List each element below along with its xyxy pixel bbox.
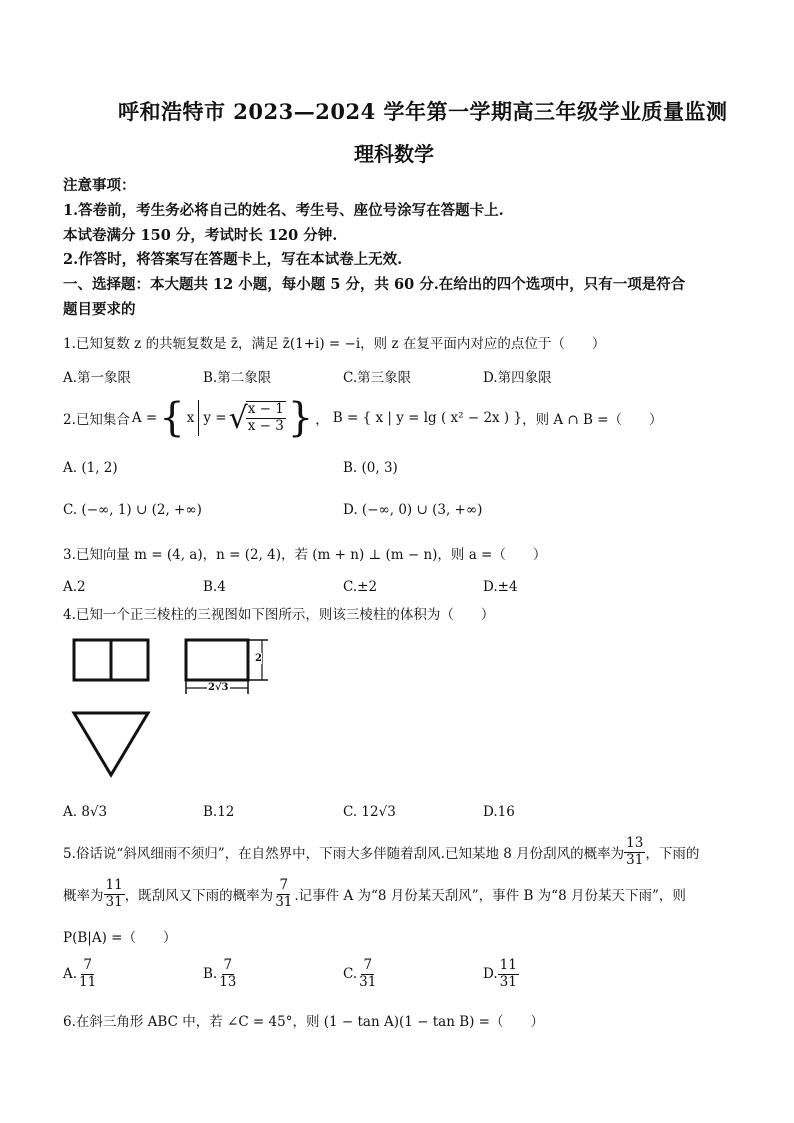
q3-option-c: C.±2: [343, 579, 378, 595]
q1-option-a: A.第一象限: [63, 370, 132, 386]
q5-option-d: [483, 958, 519, 990]
section-heading-line-1: 一、选择题：本大题共 12 小题，每小题 5 分，共 60 分.在给出的四个选项中，只有一项是符合: [63, 276, 686, 293]
front-view: [74, 640, 148, 680]
frac-num: 13: [626, 834, 644, 851]
top-view-triangle: [74, 713, 148, 775]
q2-set-a-lhs: A =: [131, 410, 158, 426]
q2-option-d: D. (−∞, 0) ∪ (3, +∞): [343, 502, 483, 518]
q2-option-c: C. (−∞, 1) ∪ (2, +∞): [63, 502, 202, 518]
q5-option-c: [343, 958, 378, 990]
option-label: B.: [203, 966, 218, 983]
q5-fraction-both: [273, 878, 294, 910]
frac-num: 7: [223, 957, 233, 973]
question-5-line-3: P(B|A) =（ ）: [63, 930, 177, 946]
q5-option-b: [203, 958, 238, 990]
frac-den: 13: [219, 973, 237, 990]
frac-den: 31: [105, 893, 123, 910]
frac-num: 7: [83, 957, 92, 973]
option-fraction: [217, 958, 238, 990]
notice-heading: 注意事项：: [63, 177, 136, 194]
frac-den: 11: [79, 973, 97, 990]
option-fraction: [77, 958, 98, 990]
question-5-line-1: [63, 832, 699, 872]
frac-num: 7: [279, 876, 289, 893]
q2-option-a: A. (1, 2): [63, 460, 118, 476]
dimension-width-label: 2√3: [208, 682, 229, 693]
q1-option-d: D.第四象限: [483, 370, 552, 386]
dimension-height-label: 2: [255, 653, 262, 664]
q4-option-a: A. 8√3: [63, 804, 108, 820]
q5-fraction-wind: [624, 836, 645, 868]
question-1-stem: 1.已知复数 z 的共轭复数是 z̄，满足 z̄(1+i) = −i，则 z 在复平面内对应的点位于（ ）: [63, 336, 606, 352]
frac-den: 31: [626, 851, 644, 868]
option-label: C.: [343, 966, 358, 983]
q4-option-d: D.16: [483, 804, 515, 820]
frac-num: 11: [499, 957, 517, 973]
notice-line-3: 2.作答时，将答案写在答题卡上，写在本试卷上无效.: [63, 251, 403, 268]
q5-fraction-rain: [104, 878, 125, 910]
section-heading-line-2: 题目要求的: [63, 301, 136, 318]
q2-tail: ，则 A ∩ B =（ ）: [522, 412, 663, 428]
q5-line2-mid: ，既刮风又下雨的概率为: [124, 888, 274, 904]
q2-prefix: 2.已知集合: [63, 412, 130, 428]
q2-set-b: B = { x | y = lg ( x² − 2x ) }: [332, 410, 523, 426]
frac-den: 31: [275, 893, 293, 910]
q2-fraction-num: x − 1: [247, 401, 284, 418]
q2-comma: ，: [315, 412, 329, 428]
q2-fraction-den: x − 3: [247, 418, 284, 434]
left-brace-icon: {: [159, 395, 185, 441]
notice-line-2: 本试卷满分 150 分，考试时长 120 分钟.: [63, 227, 338, 244]
right-brace-icon: }: [287, 395, 314, 441]
frac-den: 31: [359, 973, 377, 990]
q5-option-a: [63, 958, 98, 990]
notice-line-1: 1.答卷前，考生务必将自己的姓名、考生号、座位号涂写在答题卡上.: [63, 202, 504, 219]
q2-set-var: x: [186, 410, 195, 426]
subject-title: 理科数学: [354, 142, 434, 166]
q3-option-b: B.4: [203, 579, 226, 595]
q1-option-b: B.第二象限: [203, 370, 272, 386]
question-4-stem: 4.已知一个正三棱柱的三视图如下图所示，则该三棱柱的体积为（ ）: [63, 607, 495, 623]
frac-num: 11: [105, 876, 123, 893]
question-6-stem: 6.在斜三角形 ABC 中，若 ∠C = 45°，则 (1 − tan A)(1 − tan B) =（ ）: [63, 1014, 544, 1030]
option-fraction: [498, 958, 519, 990]
sqrt-icon: √: [228, 400, 248, 436]
page-title: 呼和浩特市 2023—2024 学年第一学期高三年级学业质量监测: [118, 99, 728, 124]
q5-line2-text: 概率为: [63, 888, 104, 904]
option-label: A.: [63, 966, 78, 983]
q1-option-c: C.第三象限: [343, 370, 412, 386]
q5-line1-text: 5.俗话说“斜风细雨不须归”，在自然界中，下雨大多伴随着刮风.已知某地 8 月份刮风的概率为: [63, 846, 625, 862]
q3-option-d: D.±4: [483, 579, 518, 595]
q5-line1-tail: ，下雨的: [645, 846, 700, 862]
q2-option-b: B. (0, 3): [343, 460, 398, 476]
q4-option-c: C. 12√3: [343, 804, 396, 820]
option-label: D.: [483, 966, 498, 983]
question-5-line-2: [63, 874, 686, 914]
q5-line2-tail: .记事件 A 为“8 月份某天刮风”，事件 B 为“8 月份某天下雨”，则: [294, 888, 686, 904]
option-fraction: [357, 958, 378, 990]
frac-num: 7: [363, 957, 373, 973]
q3-option-a: A.2: [63, 579, 86, 595]
question-3-stem: 3.已知向量 m = (4, a)，n = (2, 4)，若 (m + n) ⊥ (m − n)，则 a =（ ）: [63, 547, 547, 563]
frac-den: 31: [499, 973, 517, 990]
q2-y-eq: y =: [203, 410, 227, 426]
q4-option-b: B.12: [203, 804, 235, 820]
